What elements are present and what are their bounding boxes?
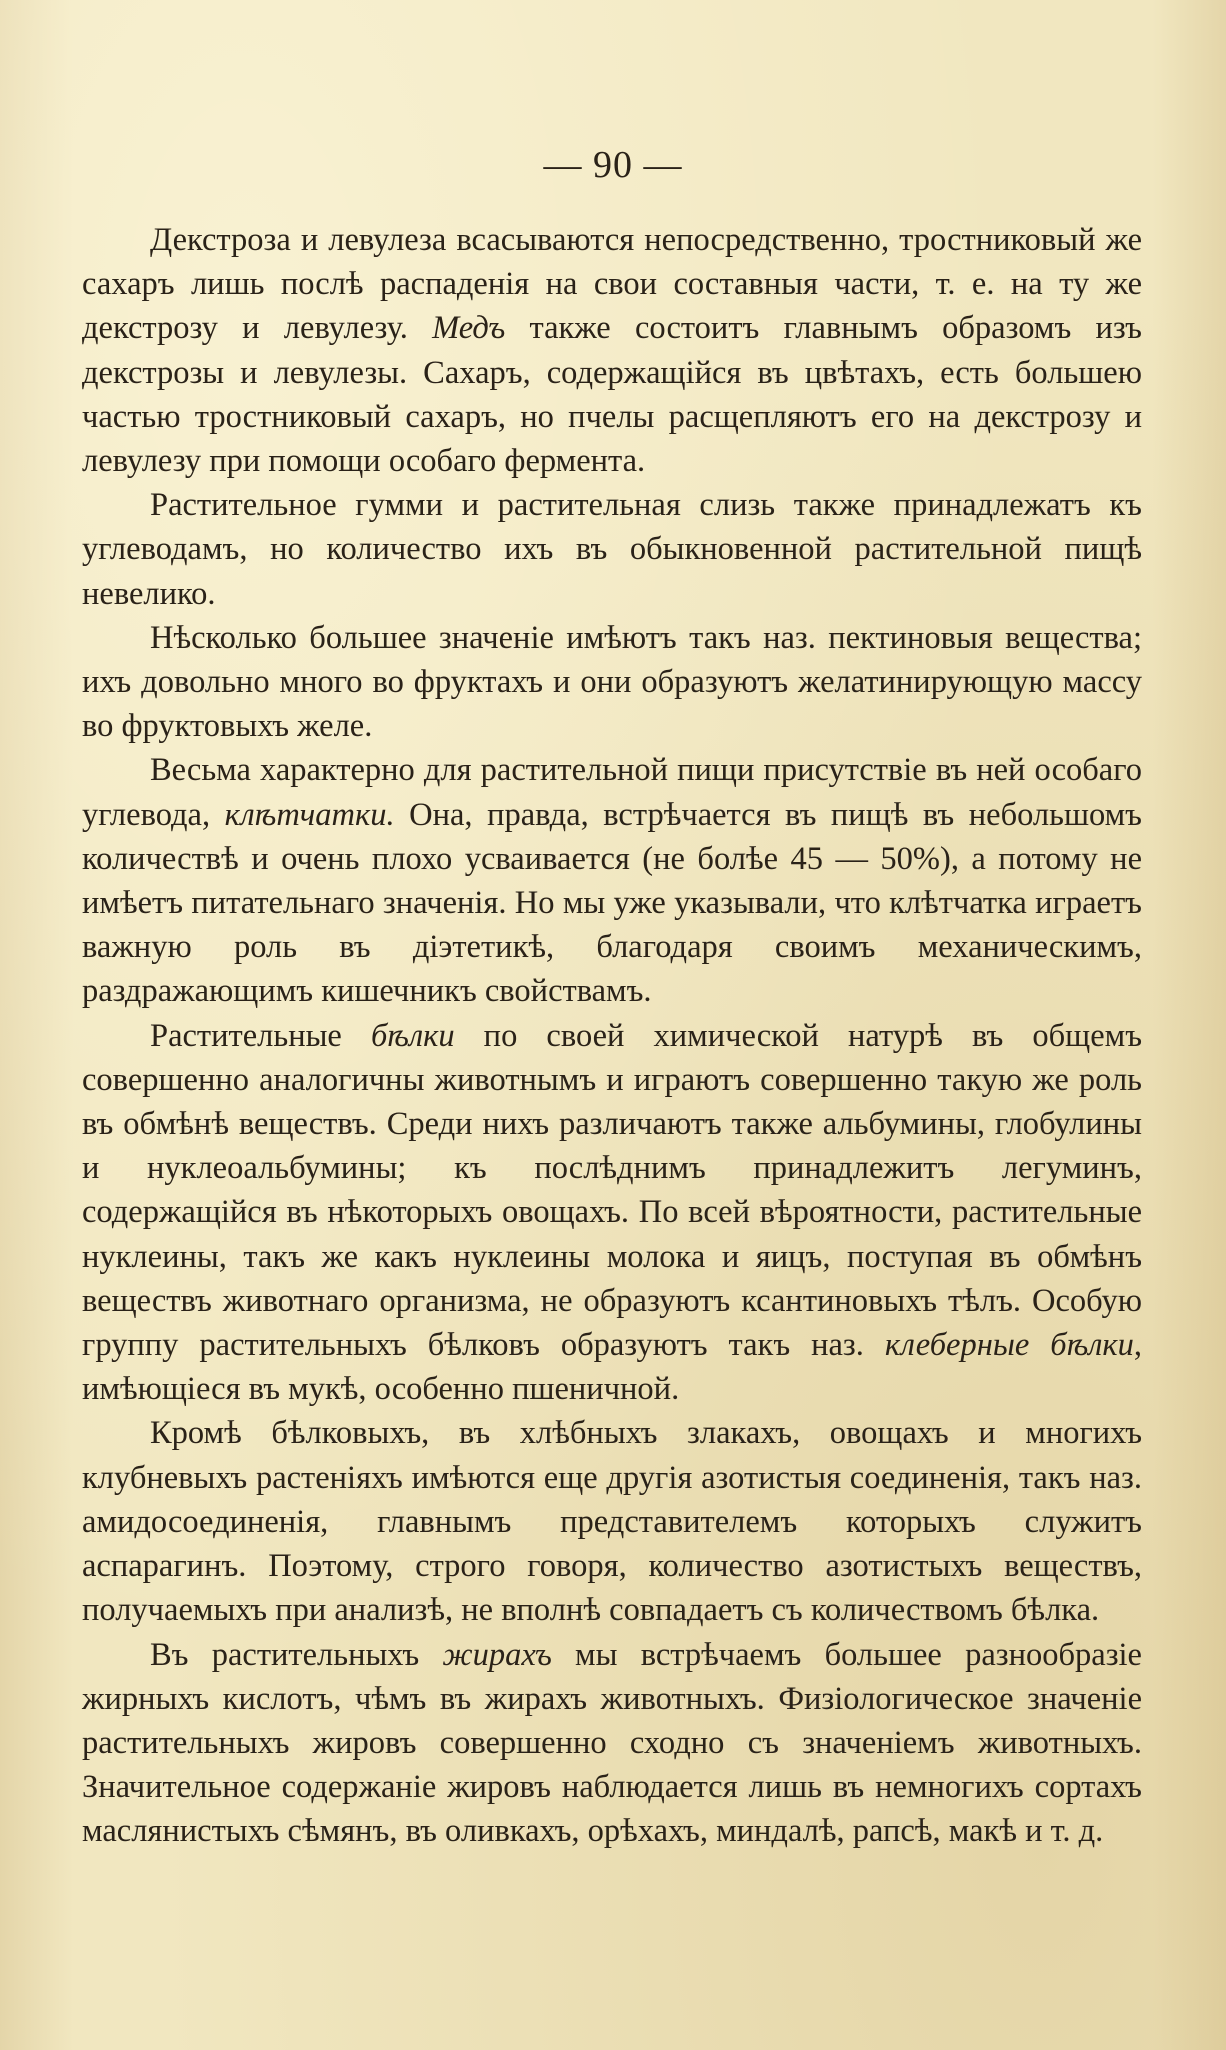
text-run: Растительное гумми и растительная слизь также принадлежатъ къ углеводамъ, но количество ихъ въ обыкновенной растительной пищѣ невелико. <box>82 487 1142 612</box>
emphasized-term: клеберные бѣлки <box>884 1327 1134 1364</box>
paragraph <box>82 748 1142 1013</box>
text-run: Въ растительныхъ <box>150 1636 443 1673</box>
text-run: мы встрѣчаемъ большее разнообразіе жирныхъ кислотъ, чѣмъ въ жирахъ животныхъ. Физіологическое значеніе растительныхъ жировъ совершенно сходно съ значеніемъ животныхъ. Значительное содержаніе жировъ наблюдается лишь въ немногихъ сортахъ маслянистыхъ сѣмянъ, въ оливкахъ, орѣхахъ, миндалѣ, рапсѣ, макѣ и т. д. <box>82 1636 1142 1850</box>
text-run: Кромѣ бѣлковыхъ, въ хлѣбныхъ злакахъ, овощахъ и многихъ клубневыхъ растеніяхъ имѣются еще другія азотистыя соединенія, такъ наз. амидосоединенія, главнымъ представителемъ которыхъ служитъ аспарагинъ. Поэтому, строго говоря, количество азотистыхъ веществъ, получаемыхъ при анализѣ, не вполнѣ совпадаетъ съ количествомъ бѣлка. <box>82 1415 1142 1629</box>
paragraph <box>82 1633 1142 1854</box>
text-run: по своей химической натурѣ въ общемъ совершенно аналогичны животнымъ и играютъ совершенно такую же роль въ обмѣнѣ веществъ. Среди нихъ различаютъ также альбумины, глобулины и нуклеоальбумины; къ послѣднимъ принадлежитъ легуминъ, содержащійся въ нѣкоторыхъ овощахъ. По всей вѣроятности, растительные нуклеины, такъ же какъ нуклеины молока и яицъ, поступая въ обмѣнъ веществъ животнаго организма, не образуютъ ксантиновыхъ тѣлъ. Особую группу растительныхъ бѣлковъ образуютъ такъ наз. <box>82 1017 1143 1364</box>
text-run: также состоитъ главнымъ образомъ изъ декстрозы и левулезы. Сахаръ, содержащійся въ цвѣтахъ, есть большею частью тростниковый сахаръ, но пчелы расщепляютъ его на декстрозу и левулезу при помощи особаго фермента. <box>82 310 1142 480</box>
text-run: Весьма характерно для растительной пищи присутствіе въ ней особаго углевода, <box>82 752 1142 833</box>
text-run: Растительные <box>150 1017 371 1054</box>
emphasized-term: Медъ <box>432 310 506 347</box>
body-text <box>82 218 1142 1854</box>
emphasized-term: бѣлки <box>370 1017 455 1054</box>
paragraph <box>82 1411 1142 1632</box>
text-run: Нѣсколько большее значеніе имѣютъ такъ наз. пектиновыя вещества; ихъ довольно много во фруктахъ и они образуютъ желатинирующую массу во фруктовыхъ желе. <box>82 619 1142 745</box>
emphasized-term: клѣтчатки. <box>224 796 395 833</box>
page-number: — 90 — <box>543 144 683 186</box>
text-run: , имѣющіеся въ мукѣ, особенно пшеничной. <box>82 1327 1142 1408</box>
paragraph <box>82 616 1142 749</box>
paragraph <box>82 1014 1142 1412</box>
paragraph <box>82 218 1142 483</box>
paragraph <box>82 483 1142 616</box>
text-run: Декстроза и левулеза всасываются непосредственно, тростниковый же сахаръ лишь послѣ распаденія на свои составныя части, т. е. на ту же декстрозу и левулезу. <box>82 222 1142 347</box>
text-run: Она, правда, встрѣчается въ пищѣ въ небольшомъ количествѣ и очень плохо усваивается (не болѣе 45 — 50%), а потому не имѣетъ питательнаго значенія. Но мы уже указывали, что клѣтчатка играетъ важную роль въ діэтетикѣ, благодаря своимъ механическимъ, раздражающимъ кишечникъ свойствамъ. <box>82 796 1142 1010</box>
emphasized-term: жирахъ <box>442 1636 552 1673</box>
